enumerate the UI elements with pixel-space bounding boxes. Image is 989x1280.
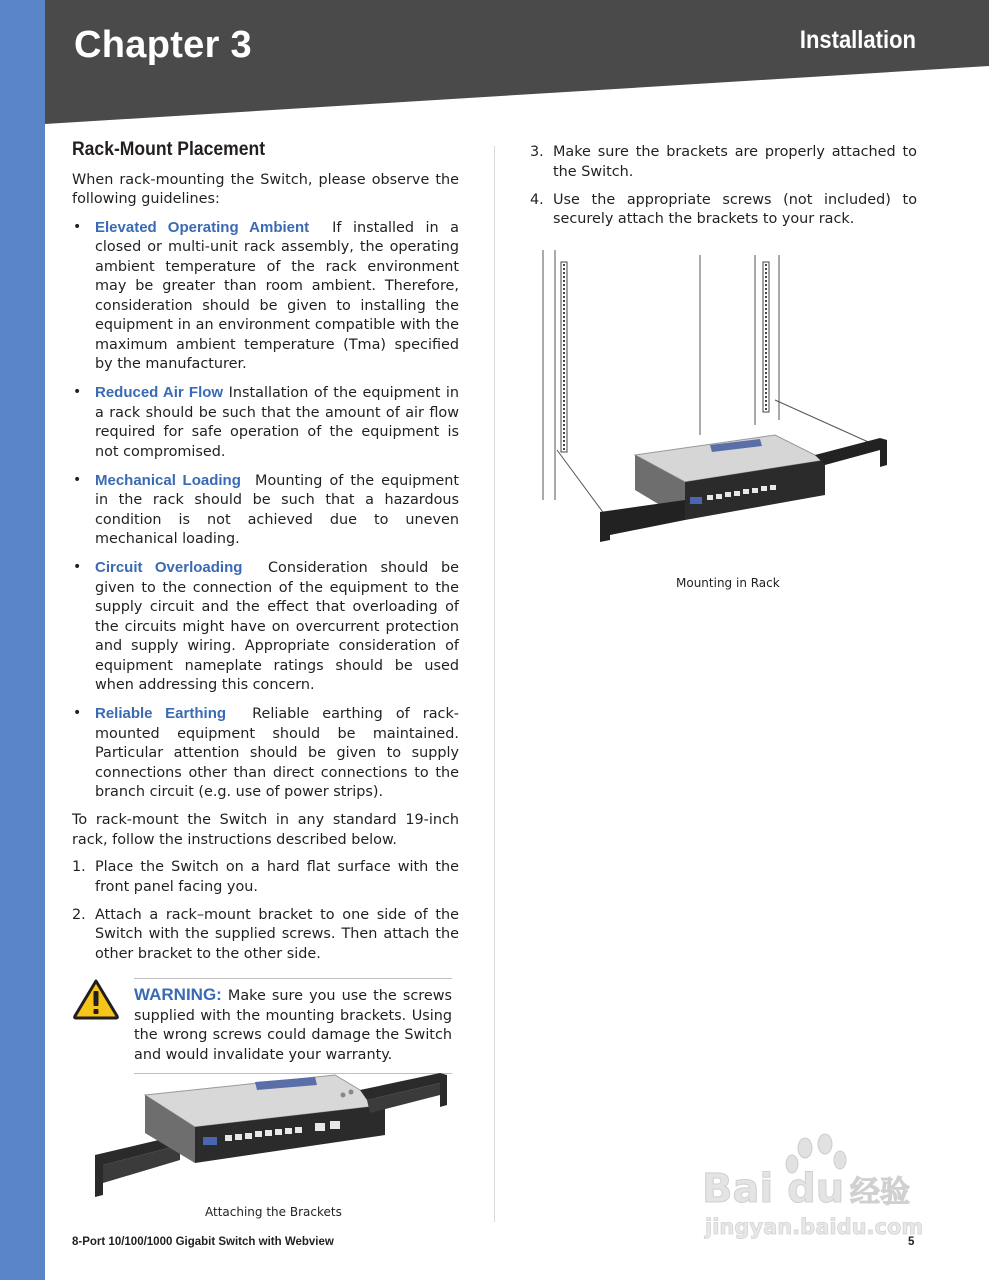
guideline-item [72, 383, 459, 462]
chapter-header [45, 0, 989, 124]
watermark-cn: 经验 [850, 1175, 910, 1210]
guideline-item [72, 704, 459, 803]
step-number: 3. [530, 144, 544, 160]
warning-icon [72, 978, 120, 1020]
chapter-number: Chapter 3 [74, 24, 252, 66]
step-number: 1. [72, 859, 86, 875]
guideline-term: Elevated Operating Ambient [95, 218, 310, 236]
step-text: Make sure the brackets are properly attached to the Switch. [553, 144, 917, 180]
column-divider [494, 146, 495, 1222]
guideline-text: Installation of the equipment in a rack should be such that the amount of air flow required for safe operation of the equipment is not compromised. [95, 385, 460, 460]
guideline-text: Mounting of the equipment in the rack should be such that a hazardous condition is not achieved due to uneven mechanical loading. [95, 472, 460, 547]
attaching-brackets-caption: Attaching the Brackets [205, 1205, 342, 1219]
guideline-text: If installed in a closed or multi-unit rack assembly, the operating ambient temperature of the rack environment may be greater than room ambient. Therefore, consideration should be given to installing the equipment in an environment compatible with the maximum ambient temperature (Tma) specified by the manufacturer. [95, 219, 459, 372]
guideline-text: Consideration should be given to the connection of the equipment to the supply circuit and the effect that overloading of the circuits might have on overcurrent protection and supply wiring. Appropriate consideration of equipment nameplate ratings should be used when addressing this concern. [95, 560, 459, 693]
footer-product-name: 8-Port 10/100/1000 Gigabit Switch with Webview [72, 1236, 334, 1248]
steps-list-left [72, 858, 459, 964]
mounting-in-rack-caption: Mounting in Rack [676, 576, 780, 590]
step-item [530, 143, 917, 182]
guideline-term: Reduced Air Flow [95, 384, 224, 401]
step-text: Attach a rack–mount bracket to one side of the Switch with the supplied screws. Then attach the other bracket to the other side. [95, 906, 459, 962]
warning-text: Make sure you use the screws supplied with the mounting brackets. Using the wrong screws could damage the Switch and would invalidate your warranty. [134, 988, 452, 1063]
instructions-intro: To rack-mount the Switch in any standard 19-inch rack, follow the instructions described below. [72, 812, 459, 848]
guideline-text: Reliable earthing of rack-mounted equipment should be maintained. Particular attention should be given to supply connections other than direct connections to the branch circuit (e.g. use of power strips). [95, 706, 459, 800]
guideline-term: Mechanical Loading [95, 471, 241, 489]
guidelines-list [72, 218, 459, 803]
attaching-brackets-illustration [85, 1065, 455, 1200]
step-number: 2. [72, 906, 86, 923]
left-column [72, 140, 459, 1080]
mounting-in-rack-illustration [535, 250, 895, 550]
watermark-brand: Bai du [702, 1166, 845, 1212]
guideline-item [72, 558, 459, 696]
baidu-watermark [700, 1130, 940, 1250]
step-item [72, 906, 459, 965]
guideline-term: Reliable Earthing [95, 705, 227, 722]
section-title: Rack-Mount Placement [72, 138, 266, 160]
steps-list-right [530, 143, 917, 230]
chapter-title: Installation [799, 26, 916, 54]
guideline-item [72, 218, 459, 375]
right-column [530, 143, 917, 238]
step-item [530, 191, 917, 230]
guideline-item [72, 471, 459, 550]
step-item [72, 858, 459, 897]
warning-label: WARNING: [134, 985, 222, 1004]
side-color-strip [0, 0, 45, 1280]
warning-box [134, 978, 452, 1074]
step-text: Use the appropriate screws (not included) to securely attach the brackets to your rack. [553, 191, 917, 227]
step-text: Place the Switch on a hard flat surface with the front panel facing you. [95, 859, 459, 895]
step-number: 4. [530, 191, 544, 208]
guideline-term: Circuit Overloading [95, 559, 243, 576]
page-number: 5 [908, 1236, 915, 1248]
watermark-url: jingyan.baidu.com [705, 1215, 924, 1239]
intro-paragraph: When rack-mounting the Switch, please observe the following guidelines: [72, 171, 459, 207]
